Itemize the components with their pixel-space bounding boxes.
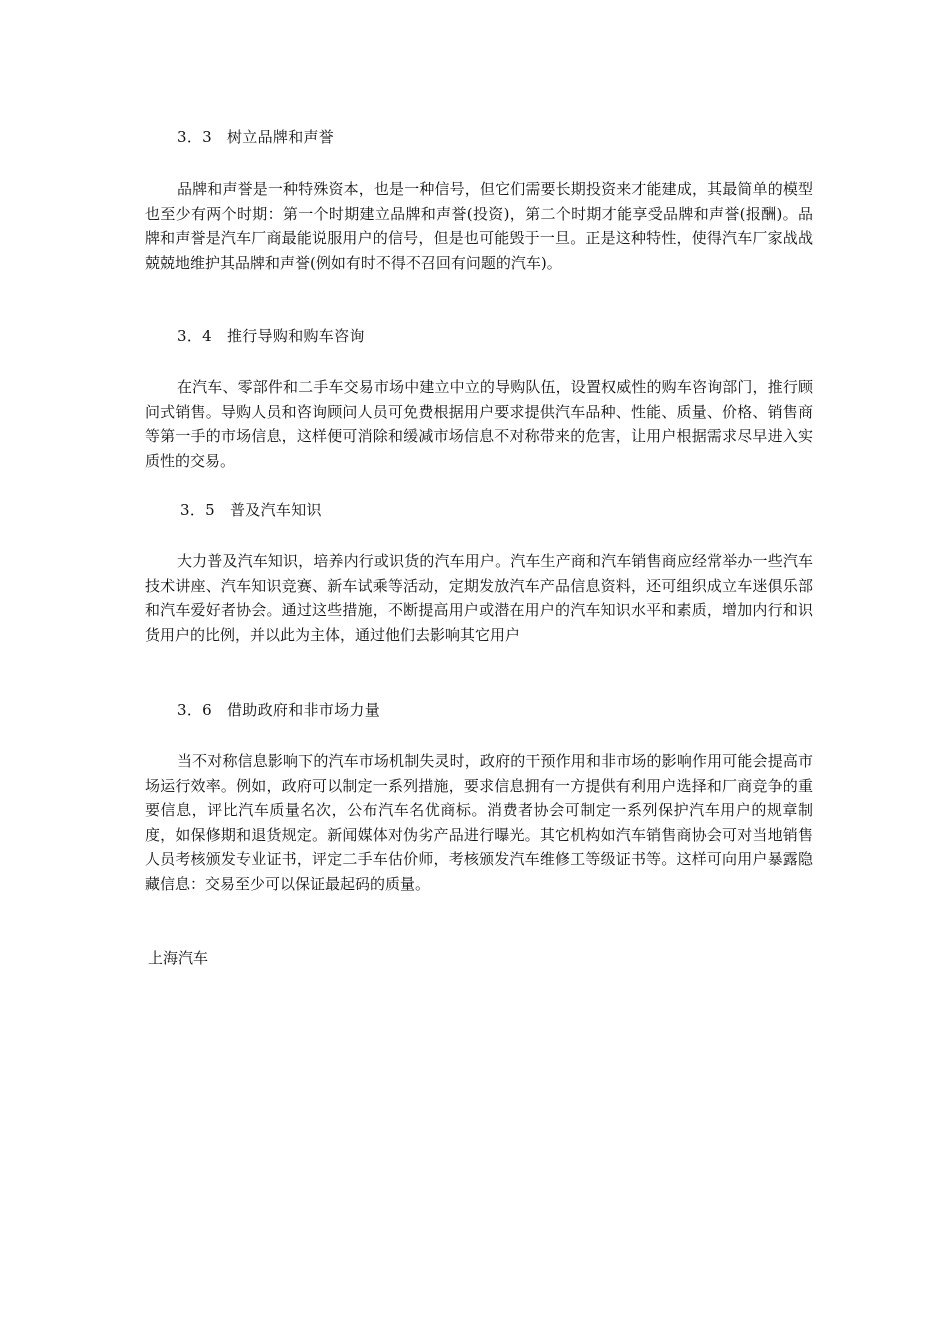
- section-number: 3．4: [177, 327, 212, 345]
- section-title: 普及汽车知识: [230, 501, 322, 519]
- section-number: 3．6: [177, 701, 212, 719]
- section-number: 3．5: [180, 501, 215, 519]
- section-body-3-6: 当不对称信息影响下的汽车市场机制失灵时，政府的干预作用和非市场的影响作用可能会提高市场运行效率。例如，政府可以制定一系列措施，要求信息拥有一方提供有利用户选择和厂商竞争的重要信息，评比汽车质量名次，公布汽车名优商标。消费者协会可制定一系列保护汽车用户的规章制度，如保修期和退货规定。新闻媒体对伪劣产品进行曝光。其它机构如汽车销售商协会可对当地销售人员考核颁发专业证书，评定二手车估价师，考核颁发汽车维修工等级证书等。这样可向用户暴露隐藏信息：交易至少可以保证最起码的质量。: [145, 752, 813, 893]
- section-body-3-4: 在汽车、零部件和二手车交易市场中建立中立的导购队伍，设置权威性的购车咨询部门，推行顾问式销售。导购人员和咨询顾问人员可免费根据用户要求提供汽车品种、性能、质量、价格、销售商等第一手的市场信息，这样便可消除和缓减市场信息不对称带来的危害，让用户根据需求尽早进入实质性的交易。: [145, 378, 813, 470]
- section-heading-3-6: [177, 700, 380, 720]
- section-title: 借助政府和非市场力量: [227, 701, 381, 719]
- source-note: 上海汽车: [148, 949, 209, 967]
- section-number: 3．3: [177, 128, 212, 146]
- section-heading-3-3: [177, 127, 334, 147]
- section-body-3-3: 品牌和声誉是一种特殊资本，也是一种信号，但它们需要长期投资来才能建成，其最简单的模型也至少有两个时期：第一个时期建立品牌和声誉(投资)，第二个时期才能享受品牌和声誉(报酬)。品牌和声誉是汽车厂商最能说服用户的信号，但是也可能毁于一旦。正是这种特性，使得汽车厂家战战兢兢地维护其品牌和声誉(例如有时不得不召回有问题的汽车)。: [145, 180, 813, 272]
- section-heading-3-5: [180, 500, 322, 520]
- section-heading-3-4: [177, 326, 365, 346]
- section-title: 推行导购和购车咨询: [227, 327, 365, 345]
- section-title: 树立品牌和声誉: [227, 128, 335, 146]
- section-body-3-5: 大力普及汽车知识，培养内行或识货的汽车用户。汽车生产商和汽车销售商应经常举办一些汽车技术讲座、汽车知识竞赛、新车试乘等活动，定期发放汽车产品信息资料，还可组织成立车迷俱乐部和汽车爱好者协会。通过这些措施，不断提高用户或潜在用户的汽车知识水平和素质，增加内行和识货用户的比例，并以此为主体，通过他们去影响其它用户: [145, 552, 813, 644]
